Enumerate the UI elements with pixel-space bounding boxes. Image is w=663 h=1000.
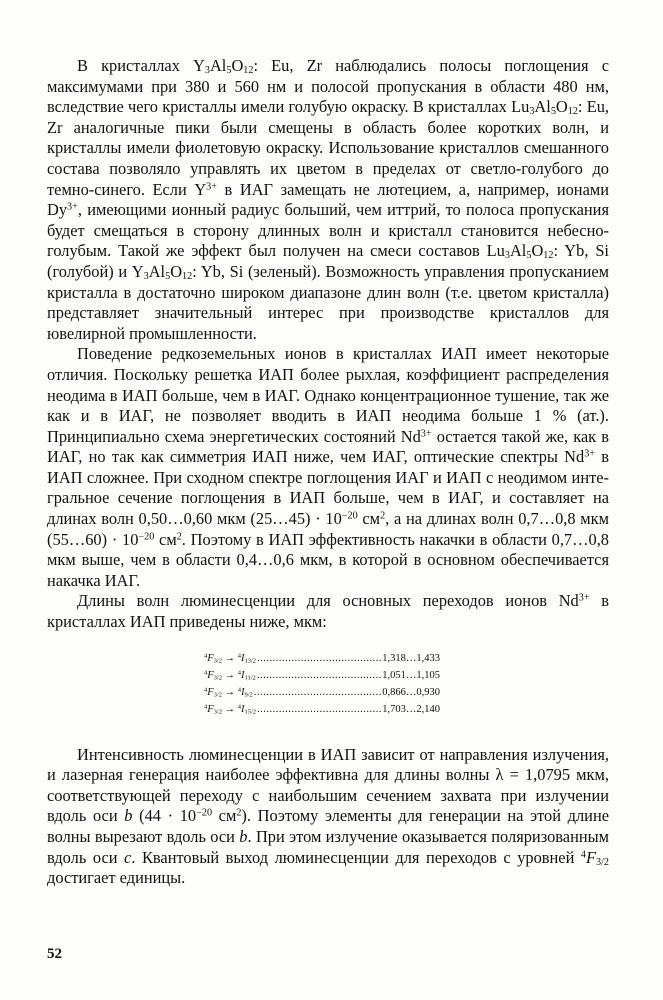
leader-dots (257, 650, 381, 667)
leader-dots (257, 667, 381, 684)
paragraph-wavelengths-intro: Длины волн люминесценции для основных переходов ионов $Nd^{3+}$ в кристаллах ИАП приведены ниже, мкм: (47, 591, 609, 632)
transition-list (204, 650, 609, 718)
paragraph-garnet-colors: В кристаллах $Y_3Al_5O_{12}$: Eu, Zr наблюдались полосы поглощения с максимумами при 380 и 560 нм и полосой пропускания в области 480 нм, вследствие чего кристаллы имели голубую окраску. В кристаллах $Lu_3Al_5O_{12}$: Eu, Zr аналогичные пики были смещены в область более коротких волн, и кристаллы имели фиолетовую окраску. Использование кристаллов смешанного состава позволяло управлять их цветом в пределах от светло-голубого до темно-синего. Если $Y^{3+}$ в ИАГ замещать не лютецием, а, например, ионами $Dy^{3+}$, имеющими ионный радиус больший, чем иттрий, то полоса пропускания будет смещаться в сторону длинных волн и кристалл становится небесно-голубым. Такой же эффект был получен на смеси составов $Lu_3Al_5O_{12}$: Yb, Si (голубой) и $Y_3Al_5O_{12}$: Yb, Si (зеленый). Возможность управления пропусканием кристалла в достаточно широком диапазоне длин волн (т.е. цветом кристалла) представляет значительный интерес при производстве кристаллов для ювелирной промышленности. (47, 56, 610, 343)
paragraph-luminescence: Интенсивность люминесценции в ИАП зависит от направления излучения, и лазерная генерация наиболее эффективна для длины волны λ = 1,0795 мкм, соответствующей переходу с наибольшим сечением захвата при излучении вдоль оси b ($44 \cdot 10^{-20}$ $см^2$). Поэтому элементы для генерации на этой длине волны вырезают вдоль оси b. При этом излучение оказывается поляризованным вдоль оси c. Квантовый выход люминесценции для переходов с уровней $^4F_{3/2}$ достигает единицы. (47, 744, 610, 888)
wavelength-value: 1,703…2,140 (382, 703, 440, 715)
body-text (47, 56, 609, 889)
leader-dots (257, 701, 381, 718)
leader-dots (254, 684, 381, 701)
transition-row: $^4F_{3/2} \to ^4I_{15/2}$ ..... 1,703…2,140 (204, 701, 440, 718)
page-number: 52 (47, 946, 62, 962)
transition-row: $^4F_{3/2} \to ^4I_{9/2}$ ..... 0,866…0,930 (204, 684, 440, 701)
transition-row: $^4F_{3/2} \to ^4I_{13/2}$ ..... 1,318…1,433 (204, 650, 440, 667)
wavelength-value: 0,866…0,930 (382, 686, 440, 698)
wavelength-value: 1,318…1,433 (382, 652, 440, 664)
paragraph-neodymium-behavior: Поведение редкоземельных ионов в кристаллах ИАП имеет некоторые отличия. Поскольку решетка ИАП более рыхлая, коэффициент распределения неодима в ИАП больше, чем в ИАГ. Однако концентрационное тушение, так же как и в ИАГ, не позволяет вводить в ИАП неодима больше 1 % (ат.). Принципиально схема энергетических состояний $Nd^{3+}$ остается такой же, как в ИАГ, но так как симметрия ИАП ниже, чем ИАГ, оптические спектры $Nd^{3+}$ в ИАП сложнее. При сходном спектре поглощения ИАГ и ИАП с неодимом интегральное сечение поглощения в ИАП больше, чем в ИАГ, и составляет на длинах волн 0,50…0,60 мкм (25…45) · $10^{-20}$ $см^2$, а на длинах волн 0,7…0,8 мкм (55…60) · $10^{-20}$ $см^2$. Поэтому в ИАП эффективность накачки в области 0,7…0,8 мкм выше, чем в области 0,4…0,6 мкм, в которой в основном обеспечивается накачка ИАГ. (47, 344, 610, 590)
wavelength-value: 1,051…1,105 (382, 669, 440, 681)
transition-row: $^4F_{3/2} \to ^4I_{11/2}$ ..... 1,051…1,105 (204, 667, 440, 684)
